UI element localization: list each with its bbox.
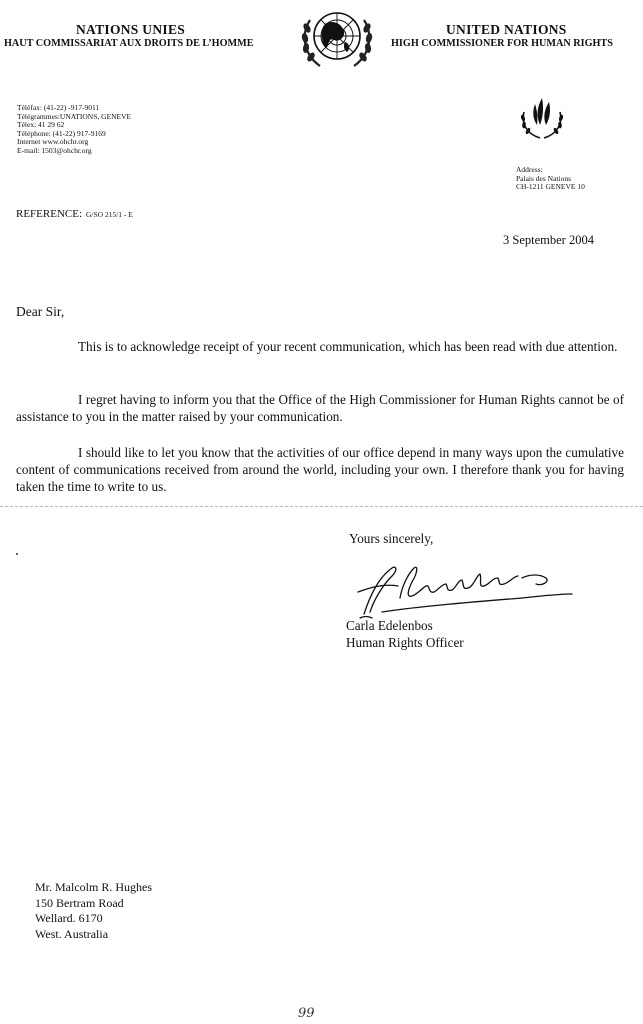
- closing: Yours sincerely,: [349, 531, 434, 546]
- left-org-name: NATIONS UNIES: [76, 22, 186, 37]
- right-office-name: HIGH COMMISSIONER FOR HUMAN RIGHTS: [391, 38, 613, 49]
- contact-internet: Internet www.ohchr.org: [17, 137, 89, 147]
- left-office-name: HAUT COMMISSARIAT AUX DROITS DE L’HOMME: [4, 38, 254, 49]
- signatory-name: Carla Edelenbos: [346, 618, 433, 633]
- recipient-region: West. Australia: [35, 926, 109, 941]
- letter-date: 3 September 2004: [503, 233, 594, 247]
- paragraph-2: [16, 391, 624, 425]
- contact-telegrammes: Télégrammes:UNATIONS, GENEVE: [17, 111, 132, 121]
- scan-speck: [16, 553, 18, 555]
- salutation: Dear Sir,: [16, 304, 65, 319]
- signatory-title: Human Rights Officer: [346, 635, 464, 650]
- paragraph-3: [16, 444, 624, 495]
- handwritten-signature: [352, 556, 582, 622]
- fold-line: [0, 506, 643, 507]
- address-block: [516, 166, 585, 192]
- address-line1: Palais des Nations: [516, 173, 571, 183]
- un-emblem-icon: [296, 2, 378, 72]
- right-org-name: UNITED NATIONS: [446, 22, 567, 37]
- reference-value: G/SO 215/1 - E: [86, 210, 133, 219]
- contact-telephone: Téléphone: (41-22) 917-9169: [17, 128, 106, 138]
- address-label: Address:: [516, 165, 543, 174]
- contact-email: E-mail: 1503@ohchr.org: [17, 145, 92, 155]
- recipient-address: [35, 880, 152, 942]
- recipient-street: 150 Bertram Road: [35, 895, 124, 910]
- contact-telex: Télex: 41 29 62: [17, 120, 65, 130]
- contact-telefax: Téléfax: (41-22) -917-9011: [17, 103, 100, 112]
- page-mark: 99: [298, 1006, 315, 1021]
- reference-label: REFERENCE:: [16, 208, 83, 220]
- recipient-town: Wellard. 6170: [35, 911, 103, 925]
- paragraph-3-text: I should like to let you know that the activities of our office depend in many ways upon the cumulative content of communications received from around the world, including your own. I therefore thank you for having taken the time to write to us.: [16, 445, 624, 494]
- reference-line: [16, 204, 133, 222]
- ohchr-flame-laurel-icon: [518, 92, 566, 144]
- contact-block: [17, 104, 131, 156]
- paragraph-1-text: This is to acknowledge receipt of your recent communication, which has been read with due attention.: [78, 339, 618, 354]
- recipient-name: Mr. Malcolm R. Hughes: [35, 880, 152, 894]
- paragraph-1: [16, 338, 624, 355]
- address-line2: CH-1211 GENEVE 10: [516, 182, 585, 192]
- paragraph-2-text: I regret having to inform you that the Office of the High Commissioner for Human Rights cannot be of assistance to you in the matter raised by your communication.: [16, 392, 624, 424]
